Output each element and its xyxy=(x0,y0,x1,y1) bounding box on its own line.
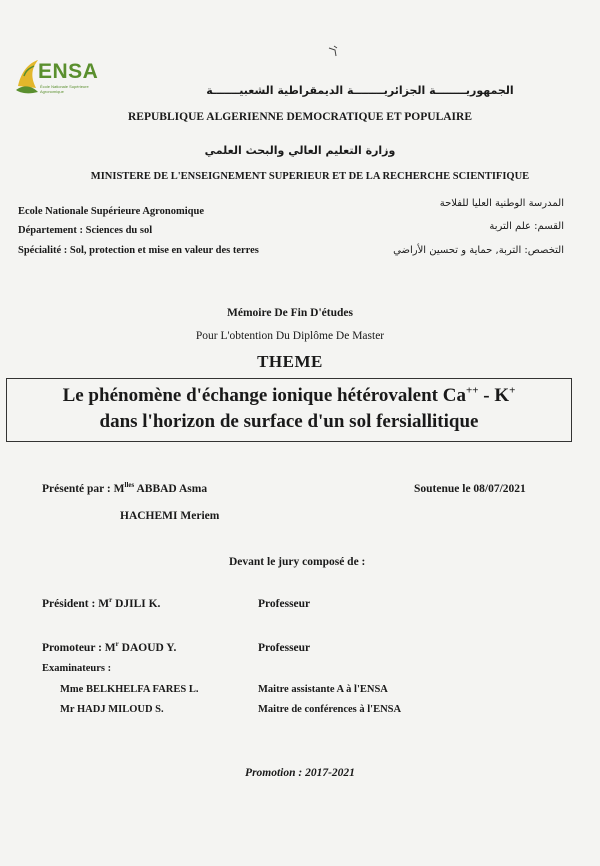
examiner-2-title: Maitre de conférences à l'ENSA xyxy=(258,704,402,715)
examiners-label: Examinateurs : xyxy=(42,663,112,674)
logo-text: ENSA xyxy=(38,60,99,83)
scan-mark xyxy=(326,44,344,60)
presented-by: Présenté par : $M^{lles}$ ABBAD Asma xyxy=(42,481,208,495)
department-arabic: القسم: علم التربة xyxy=(489,221,564,232)
specialty: Spécialité : Sol, protection et mise en valeur des terres xyxy=(18,245,259,256)
arabic-republic-header: الجمهوريــــــــة الجزائريــــــــة الديمقراطية الشعبيـــــــة xyxy=(206,84,514,97)
specialty-arabic: التخصص: التربة, حماية و تحسين الأراضي xyxy=(393,245,564,256)
school-name-arabic: المدرسة الوطنية العليا للفلاحة xyxy=(439,198,564,209)
theme-title-line1: Le phénomène d'échange ionique hétérovalent Ca++ - K+ xyxy=(62,384,516,406)
theme-title-line2: dans l'horizon de surface d'un sol fersiallitique xyxy=(99,411,479,432)
examiner-1-name: Mme BELKHELFA FARES L. xyxy=(60,684,199,695)
logo-subtitle: École Nationale Supérieure Agronomique xyxy=(40,84,89,94)
theme-label: THEME xyxy=(257,352,323,371)
jury-heading: Devant le jury composé de : xyxy=(229,556,366,568)
jury-president: Président : $M^r$ DJILI K. xyxy=(42,596,161,610)
jury-promoter: Promoteur : $M^r$ DAOUD Y. xyxy=(42,640,177,654)
defense-date: Soutenue le 08/07/2021 xyxy=(414,483,526,495)
ministry-header: MINISTERE DE L'ENSEIGNEMENT SUPERIEUR ET DE LA RECHERCHE SCIENTIFIQUE xyxy=(90,171,530,182)
promotion: Promotion : 2017-2021 xyxy=(245,767,355,779)
arabic-ministry-header: وزارة التعليم العالي والبحث العلمي xyxy=(204,144,396,157)
examiner-1-title: Maitre assistante A à l'ENSA xyxy=(258,684,388,695)
department: Département : Sciences du sol xyxy=(18,225,153,236)
memoire-title: Mémoire De Fin D'études xyxy=(227,307,353,319)
examiner-2-name: Mr HADJ MILOUD S. xyxy=(60,704,164,715)
memoire-purpose: Pour L'obtention Du Diplôme De Master xyxy=(195,330,385,342)
school-name: Ecole Nationale Supérieure Agronomique xyxy=(18,206,204,217)
jury-promoter-title: Professeur xyxy=(258,642,311,654)
republic-header: REPUBLIQUE ALGERIENNE DEMOCRATIQUE ET POPULAIRE xyxy=(128,111,472,123)
theme-title xyxy=(6,383,572,435)
jury-president-title: Professeur xyxy=(258,598,311,610)
author-2: HACHEMI Meriem xyxy=(120,510,220,522)
